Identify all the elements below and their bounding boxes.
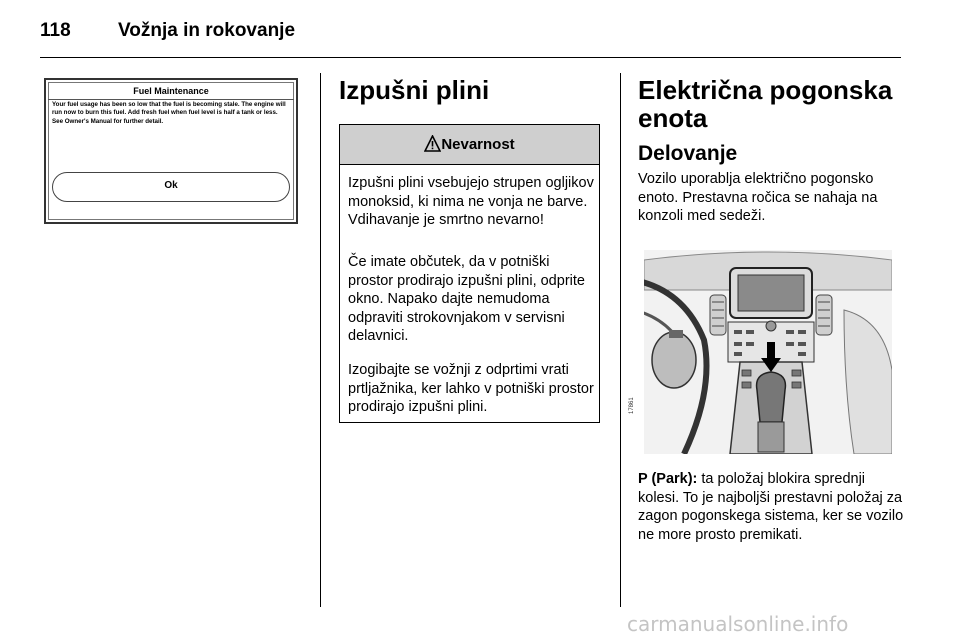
page-header-title: Vožnja in rokovanje bbox=[118, 20, 296, 41]
screen-message: Your fuel usage has been so low that the fuel is becoming stale. The engine will run now to burn this fuel. Add fresh fuel when fuel level is half a tank or less. See Owner's Manual for further detail. bbox=[52, 101, 286, 125]
illustration-code: 17861 bbox=[629, 397, 635, 414]
danger-paragraph-3: Izogibajte se vožnji z odprtimi vrati prtljažnika, ker lahko v potniški prostor prodirajo izpušni plini. bbox=[348, 362, 594, 415]
electric-section-title-line2: enota bbox=[638, 103, 708, 133]
operation-subtitle: Delovanje bbox=[638, 142, 738, 165]
park-text: ta položaj blokira sprednji kolesi. To je najboljši prestavni položaj za zagon pogonskega sistema, ker se vozilo ne more prosto premikati. bbox=[638, 471, 904, 543]
screen-title-rule bbox=[48, 99, 294, 100]
danger-paragraph-2: Če imate občutek, da v potniški prostor prodirajo izpušni plini, odprite okno. Napako dajte nemudoma odpraviti strokovnjakom v servisni delavnici. bbox=[348, 254, 585, 344]
column-divider-right bbox=[620, 73, 621, 607]
watermark: carmanualsonline.info bbox=[627, 612, 849, 636]
danger-box-title bbox=[339, 135, 600, 153]
ok-button-label: Ok bbox=[164, 180, 178, 191]
page-number: 118 bbox=[40, 20, 71, 41]
header-rule bbox=[40, 57, 901, 58]
electric-section-title-line1: Električna pogonska bbox=[638, 75, 893, 105]
exhaust-section-title: Izpušni plini bbox=[339, 75, 490, 105]
park-paragraph bbox=[638, 470, 906, 544]
electric-intro-text: Vozilo uporablja električno pogonsko enoto. Prestavna ročica se nahaja na konzoli med sedeži. bbox=[638, 171, 878, 224]
park-label: P (Park): bbox=[638, 471, 698, 487]
danger-paragraph-1: Izpušni plini vsebujejo strupen ogljikov monoksid, ki nima ne vonja ne barve. Vdihavanje je smrtno nevarno! bbox=[348, 175, 594, 228]
column-divider-left bbox=[320, 73, 321, 607]
screen-title: Fuel Maintenance bbox=[133, 86, 209, 96]
warning-triangle-icon bbox=[424, 135, 441, 152]
danger-label: Nevarnost bbox=[441, 136, 515, 153]
gear-shift-console-illustration bbox=[644, 250, 892, 454]
